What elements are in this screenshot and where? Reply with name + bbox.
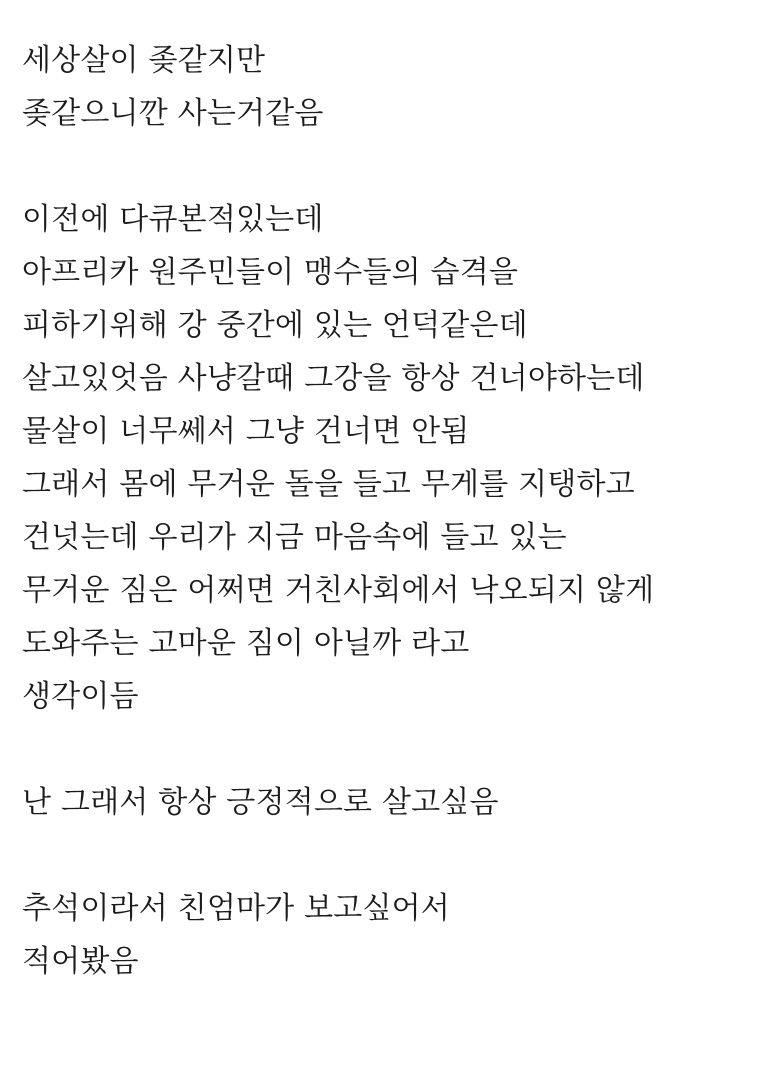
text-line: 무거운 짐은 어쩌면 거친사회에서 낙오되지 않게 bbox=[22, 573, 655, 608]
text-line: 그래서 몸에 무거운 돌을 들고 무게를 지탱하고 bbox=[22, 467, 635, 502]
paragraph-2 bbox=[22, 193, 756, 723]
text-line: 난 그래서 항상 긍정적으로 살고싶음 bbox=[22, 785, 499, 820]
text-line: 물살이 너무쎄서 그냥 건너면 안됨 bbox=[22, 414, 470, 449]
text-line: 추석이라서 친엄마가 보고싶어서 bbox=[22, 891, 450, 926]
text-line: 피하기위해 강 중간에 있는 언덕같은데 bbox=[22, 308, 528, 343]
paragraph-4 bbox=[22, 882, 756, 988]
text-line: 세상살이 좆같지만 bbox=[22, 43, 266, 78]
paragraph-spacer bbox=[22, 723, 756, 776]
paragraph-spacer bbox=[22, 140, 756, 193]
text-line: 도와주는 고마운 짐이 아닐까 라고 bbox=[22, 626, 470, 661]
text-line: 좆같으니깐 사는거같음 bbox=[22, 96, 324, 131]
text-line: 살고있엇음 사냥갈때 그강을 항상 건너야하는데 bbox=[22, 361, 645, 396]
paragraph-3 bbox=[22, 776, 756, 829]
paragraph-spacer bbox=[22, 829, 756, 882]
document-text-body bbox=[22, 34, 756, 988]
text-line: 적어봤음 bbox=[22, 944, 139, 979]
text-line: 아프리카 원주민들이 맹수들의 습격을 bbox=[22, 255, 519, 290]
text-line: 이전에 다큐본적있는데 bbox=[22, 202, 324, 237]
text-line: 생각이듬 bbox=[22, 679, 139, 714]
paragraph-1 bbox=[22, 34, 756, 140]
text-line: 건넛는데 우리가 지금 마음속에 들고 있는 bbox=[22, 520, 567, 555]
